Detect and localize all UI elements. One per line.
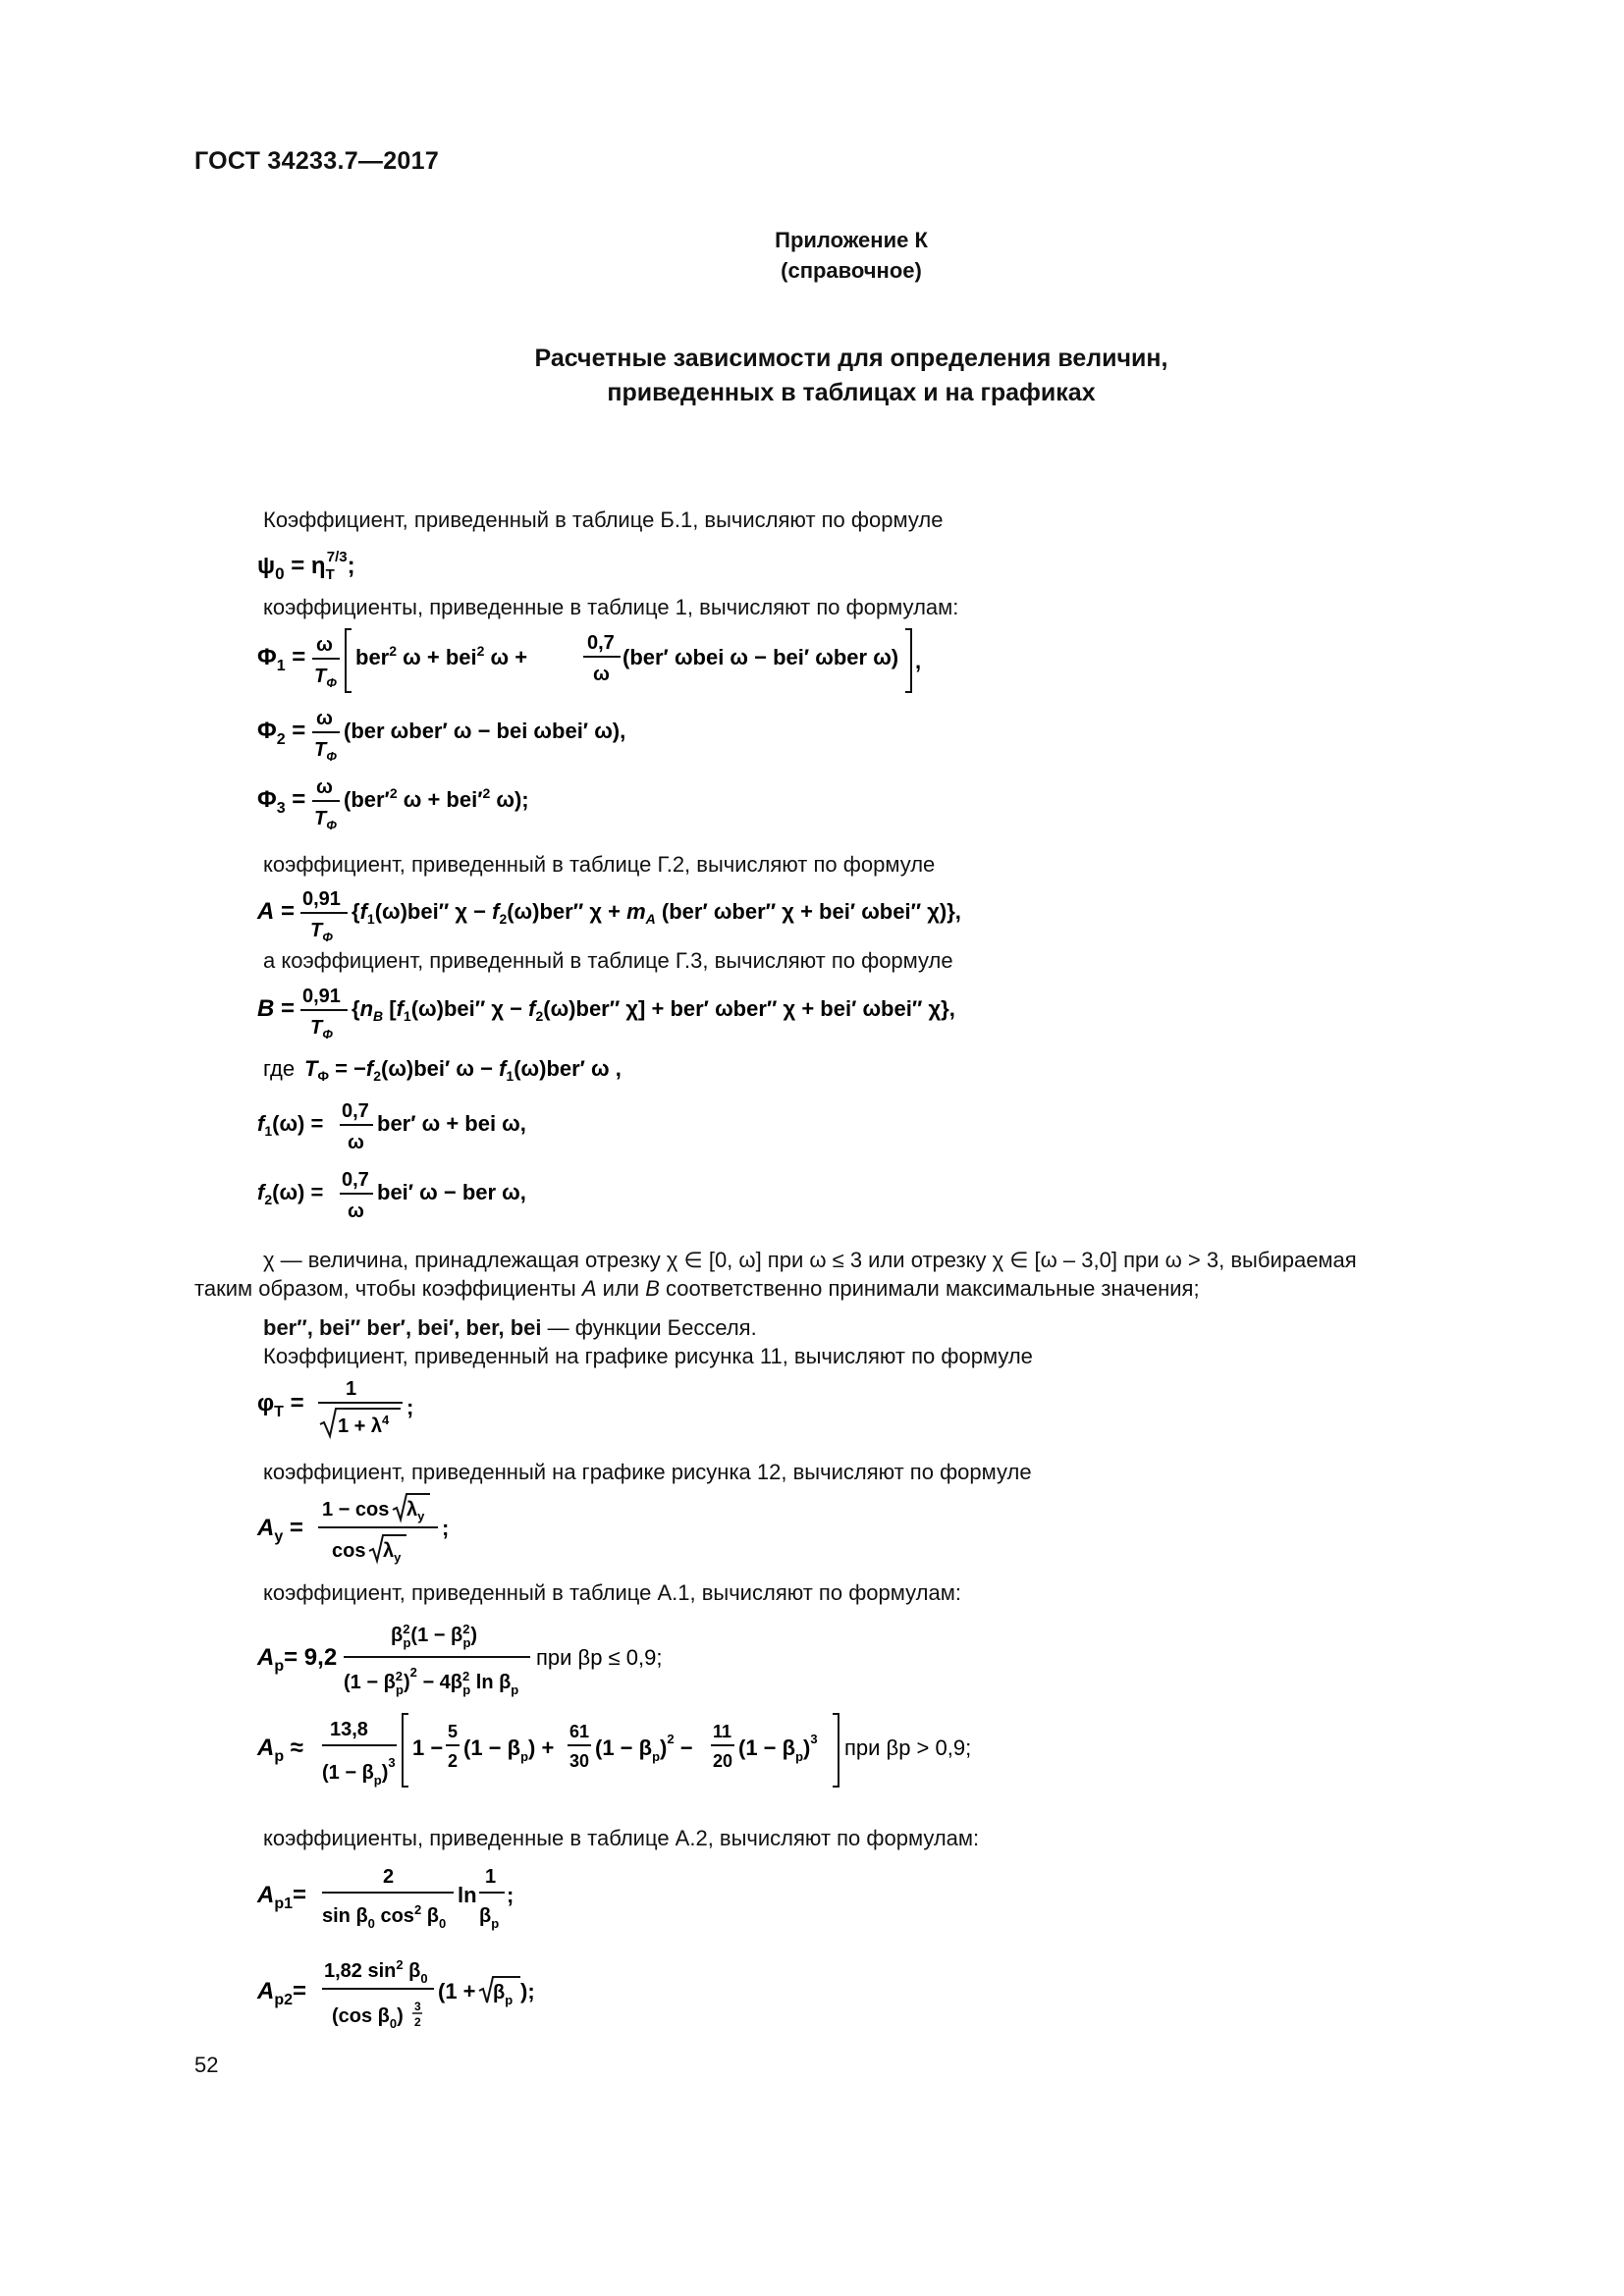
svg-text:,: , (915, 649, 922, 673)
formula-Ap-high (257, 1704, 1003, 1808)
formula-Ay (257, 1486, 513, 1580)
paragraph-chi-definition: χ — величина, принадлежащая отрезку χ ∈ [0, ω] при ω ≤ 3 или отрезку χ ∈ [ω – 3,0] при ω > 3, выбираемая (263, 1248, 1357, 1272)
svg-text:(1 − βp)2 −: $(1 - \beta_p)^2$ − (595, 1732, 693, 1764)
svg-text:(ber′ ωbei ω − bei′ ωber ω): (ber′ ωbei ω − bei′ ωber ω) (623, 645, 899, 669)
svg-text:ω: ω (316, 708, 333, 729)
svg-text:ω: ω (316, 776, 333, 798)
svg-text:ψ0 = ηT7/3;: $\psi_0 = \eta_T7/3$; (257, 549, 355, 583)
svg-text:f2(ω) =: $f_2(\omega)$ = (257, 1180, 324, 1207)
svg-text:(ber′2 ω + bei′2 ω);: ($ber'^2$ $\omega + bei'^2$ ω); (344, 785, 529, 812)
svg-text:1 − cos: 1 − cos (322, 1499, 390, 1521)
svg-text:1 −: 1 − (412, 1735, 444, 1760)
svg-text:0,91: 0,91 (302, 888, 341, 910)
formula-Ap2 (257, 1948, 611, 2052)
svg-text:Ap2=: $A_{p2}=$ (257, 1978, 307, 2008)
formula-phiT (257, 1369, 513, 1454)
svg-text:(cos β0): (cos $\beta_0$) (332, 2005, 404, 2031)
paragraph-bessel-functions: ber″, bei″ ber′, bei′, ber, bei — функции Бесселя. (263, 1315, 757, 1340)
paragraph-figure-12: коэффициент, приведенный на графике рисунка 12, вычисляют по формуле (263, 1460, 1032, 1484)
svg-text:ω: ω (348, 1201, 364, 1222)
svg-text:(1 − βp)3: $(1 - \beta_p)^3$ (738, 1732, 818, 1764)
formula-phi2 (257, 699, 768, 774)
svg-text:λy: $\lambda_y$ (406, 1499, 425, 1523)
paragraph-table-g3: а коэффициент, приведенный в таблице Г.3, вычисляют по формуле (263, 948, 953, 973)
paragraph-chi-definition-cont: таким образом, чтобы коэффициенты A или B соответственно принимали максимальные значения; (194, 1276, 1200, 1301)
formula-TPhi (257, 1048, 768, 1094)
formula-phi3 (257, 768, 670, 842)
svg-text:2: 2 (448, 1751, 459, 1771)
svg-text:B =: B = (257, 995, 296, 1022)
formula-phi1 (257, 621, 945, 706)
Ap-high-condition: при βp > 0,9; (844, 1735, 972, 1760)
svg-text:(1 +: (1 + (438, 1979, 476, 2003)
formula-f1 (257, 1092, 611, 1166)
svg-text:0,7: 0,7 (587, 632, 615, 654)
formula-A (257, 880, 1043, 954)
svg-text:βp: $\beta_p$ (479, 1905, 500, 1931)
svg-text:1,82 sin2 β0: 1,82 $\sin^2 \beta_0$ (324, 1957, 428, 1986)
svg-text:11: 11 (713, 1722, 732, 1741)
svg-text:Φ3 =: $\Phi_3$ = (257, 786, 306, 817)
svg-text:TΦ: $T_\Phi$ (314, 666, 337, 690)
svg-text:61: 61 (569, 1722, 590, 1741)
svg-text:sin β0 cos2 β0: $\sin \beta_0$ $\cos^2 \beta_0$ (322, 1902, 447, 1931)
appendix-note: (справочное) (781, 258, 922, 283)
formula-Ap1 (257, 1853, 611, 1948)
paragraph-table-b1: Коэффициент, приведенный в таблице Б.1, вычисляют по формуле (263, 507, 944, 532)
svg-text:{nB [f1(ω)bei″ χ − f2(ω)ber″ χ: {$n_B$ [$f_1(\omega)bei''$ $\chi - f_2(\omega)ber''$ χ] + ber′ ωber″ χ + bei′ ωbei″ χ}, (352, 996, 955, 1024)
paragraph-table-a1: коэффициент, приведенный в таблице А.1, вычисляют по формулам: (263, 1580, 961, 1605)
formula-psi0 (257, 546, 395, 591)
svg-text:TΦ = −f2(ω)bei′ ω − f1(ω)ber′: $T_\Phi = -f_2(\omega)bei'$ $\omega - f_1(\omega)ber'$ ω , (304, 1056, 622, 1084)
svg-text:;: ; (442, 1516, 450, 1540)
formula-f2 (257, 1160, 611, 1235)
svg-text:ω: ω (348, 1132, 364, 1153)
svg-text:1: 1 (485, 1866, 497, 1888)
svg-text:Ap ≈: $A_p$ ≈ (257, 1735, 303, 1765)
svg-text:λy: $\lambda_y$ (383, 1540, 402, 1565)
svg-text:2: 2 (414, 2015, 421, 2029)
svg-text:Ay =: $A_y$ = (257, 1515, 303, 1545)
svg-text:TΦ: $T_\Phi$ (310, 920, 333, 944)
svg-text:A =: A = (257, 898, 296, 925)
svg-text:1 + λ4: $1 + \lambda^4$ (338, 1413, 390, 1437)
paragraph-figure-11: Коэффициент, приведенный на графике рисунка 11, вычисляют по формуле (263, 1344, 1033, 1368)
svg-text:ω: ω (316, 634, 333, 656)
svg-text:TΦ: $T_\Phi$ (314, 739, 337, 764)
svg-text:Ap= 9,2: $A_p= 9,2$ (257, 1644, 338, 1675)
svg-text:β2p(1 − β2p): $\beta^2$ $p(1 - \beta^2$ p) (391, 1622, 478, 1650)
svg-text:0,7: 0,7 (342, 1169, 369, 1191)
svg-text:βp: $\beta_p$ (493, 1982, 514, 2007)
section-title-line-1: Расчетные зависимости для определения величин, (534, 345, 1168, 372)
formula-Ap-low (257, 1610, 768, 1714)
svg-text:5: 5 (448, 1722, 459, 1741)
appendix-title: Приложение К (775, 228, 928, 252)
svg-text:(1 − β2p)2 − 4β2p ln βp: ($1 - \beta^2$ $p)^2 - 4\beta^2$ p $\ln \beta_p$ (344, 1665, 519, 1697)
svg-text:{f1(ω)bei″ χ − f2(ω)ber″ χ + m: {$f_1(\omega)bei''$ $\chi - f_2(\omega)ber''$ $\chi + m_A$ (ber′ ωber″ χ + bei′ ωbei″ χ)}, (352, 899, 961, 927)
svg-text:1: 1 (346, 1378, 357, 1400)
svg-text:f1(ω) =: $f_1(\omega)$ = (257, 1111, 324, 1139)
svg-text:ber′ ω + bei ω,: ber′ ω + bei ω, (377, 1111, 526, 1136)
svg-text:(1 − βp)3: $(1 - \beta_p)^3$ (322, 1755, 396, 1788)
svg-text:Ap1=: $A_{p1}=$ (257, 1882, 307, 1912)
svg-text:(1 − βp) +: $(1 - \beta_p)$ + (463, 1735, 555, 1764)
svg-text:);: ); (520, 1979, 535, 2003)
svg-text:bei′ ω − ber ω,: bei′ ω − ber ω, (377, 1180, 526, 1204)
paragraph-table-g2: коэффициент, приведенный в таблице Г.2, вычисляют по формуле (263, 852, 936, 877)
svg-text:TΦ: $T_\Phi$ (314, 808, 337, 832)
svg-text:ω: ω (593, 664, 610, 685)
svg-text:cos: cos (332, 1540, 366, 1562)
svg-text:30: 30 (569, 1751, 590, 1771)
svg-text:2: 2 (383, 1866, 395, 1888)
svg-text:3: 3 (414, 2000, 421, 2013)
svg-text:0,91: 0,91 (302, 986, 341, 1007)
svg-text:;: ; (507, 1883, 514, 1907)
svg-text:Φ1 =: $\Phi_1$ = (257, 644, 306, 674)
svg-text:(ber ωber′ ω − bei ωbei′ ω),: (ber ωber′ ω − bei ωbei′ ω), (344, 719, 626, 743)
paragraph-table-1: коэффициенты, приведенные в таблице 1, вычисляют по формулам: (263, 595, 959, 619)
svg-text:;: ; (406, 1395, 414, 1419)
paragraph-table-a2: коэффициенты, приведенные в таблице А.2, вычисляют по формулам: (263, 1826, 980, 1850)
svg-text:TΦ: $T_\Phi$ (310, 1017, 333, 1041)
page-number: 52 (194, 2053, 219, 2077)
svg-text:ber2 ω + bei2 ω +: ber$^2$ ω + bei$^2$ ω + (355, 643, 528, 669)
Ap-low-condition: при βp ≤ 0,9; (536, 1645, 663, 1670)
svg-text:где: где (263, 1056, 296, 1081)
formula-B (257, 977, 1043, 1051)
svg-text:0,7: 0,7 (342, 1100, 369, 1122)
svg-text:13,8: 13,8 (330, 1719, 368, 1740)
svg-text:20: 20 (713, 1751, 733, 1771)
svg-text:ln: ln (458, 1883, 477, 1907)
standard-code: ГОСТ 34233.7—2017 (194, 147, 440, 175)
svg-text:φT =: $\varphi_T$ = (257, 1390, 304, 1420)
svg-text:Φ2 =: $\Phi_2$ = (257, 718, 306, 748)
section-title-line-2: приведенных в таблицах и на графиках (607, 379, 1096, 406)
